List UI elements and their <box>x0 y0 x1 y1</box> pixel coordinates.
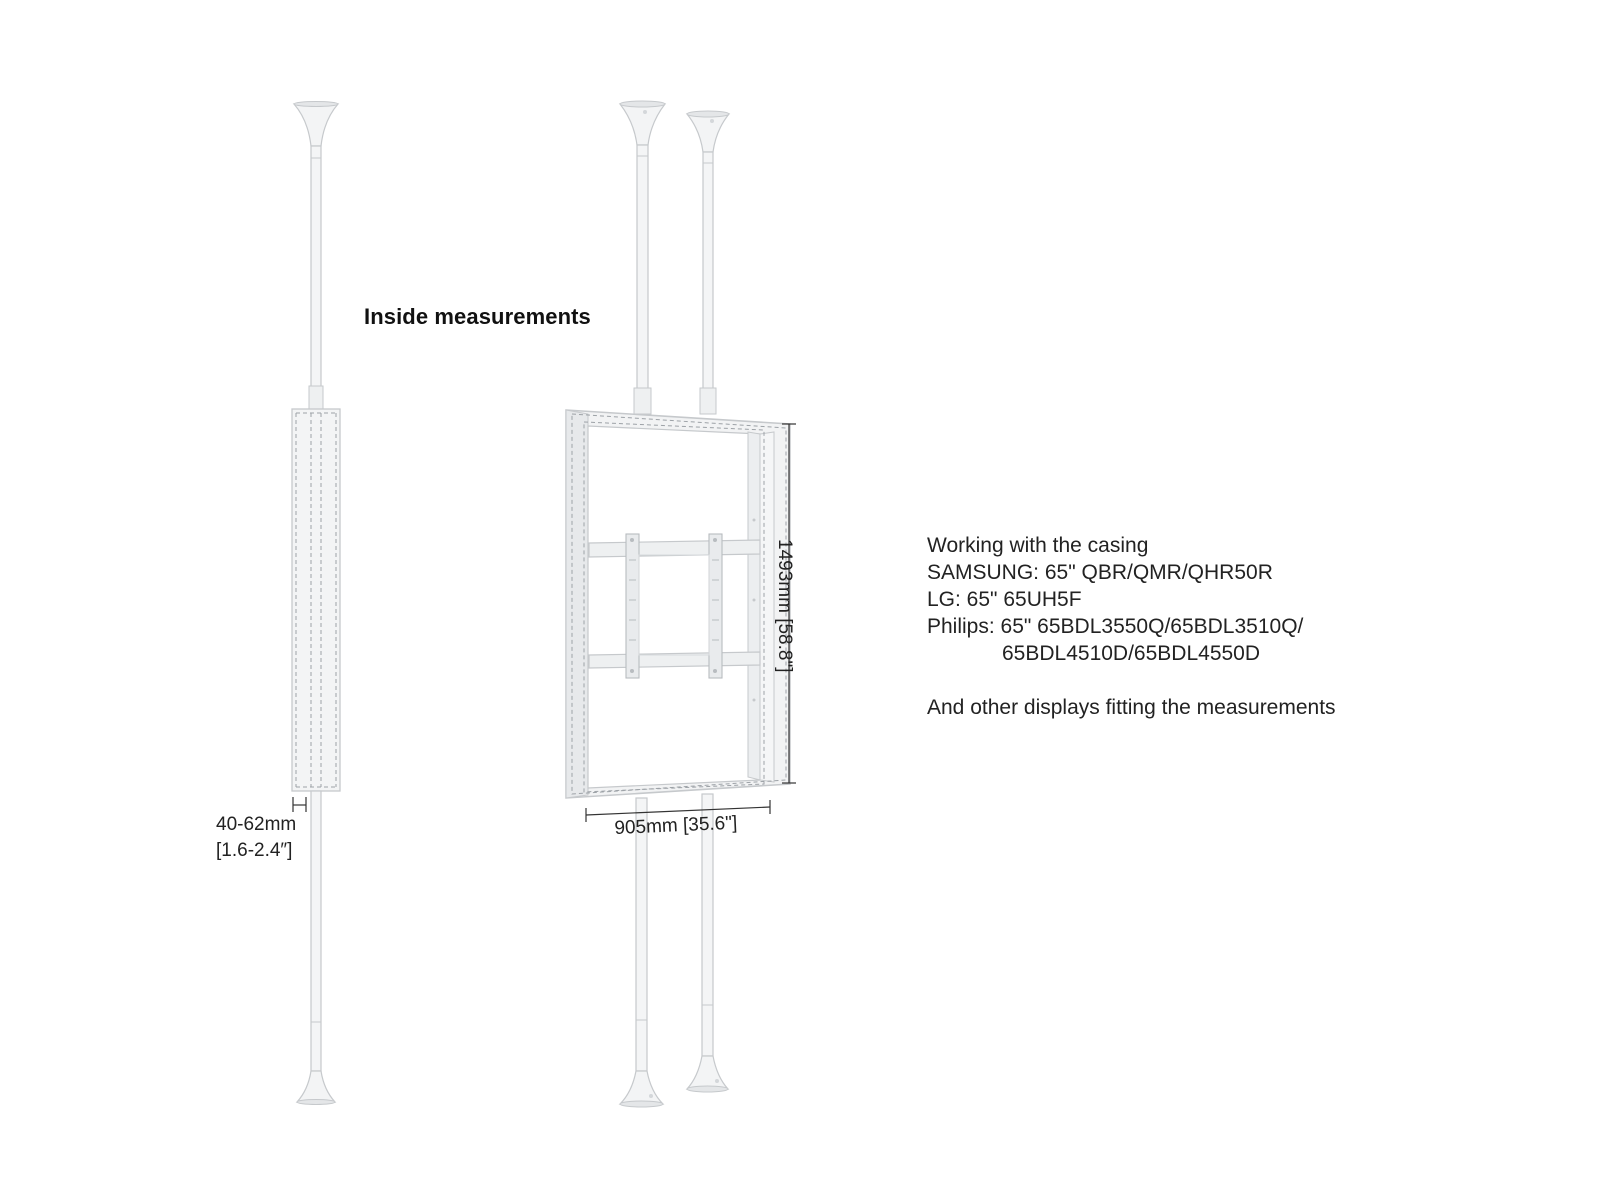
front-view <box>566 101 796 1107</box>
side-upper-pole <box>309 146 323 409</box>
side-view <box>292 102 340 1105</box>
heading-inside-measurements: Inside measurements <box>364 304 591 329</box>
side-casing <box>292 409 340 791</box>
side-lower-pole <box>311 791 321 1071</box>
front-left-floor-cone <box>620 1071 663 1107</box>
front-right-upper-pole <box>700 152 716 414</box>
front-left-upper-pole <box>634 145 651 414</box>
compatibility-other: And other displays fitting the measurements <box>927 696 1336 719</box>
front-right-floor-cone <box>687 1056 728 1092</box>
height-dimension-label: 1493mm [58.8"] <box>774 539 795 673</box>
compatibility-philips-cont: 65BDL4510D/65BDL4550D <box>1002 642 1261 665</box>
front-left-ceiling-cone <box>620 101 665 145</box>
compatibility-philips: Philips: 65" 65BDL3550Q/65BDL3510Q/ <box>927 615 1304 638</box>
depth-dimension-in: [1.6-2.4″] <box>216 840 293 861</box>
compatibility-samsung: SAMSUNG: 65" QBR/QMR/QHR50R <box>927 561 1273 584</box>
width-dimension-label: 905mm [35.6"] <box>614 812 738 839</box>
front-right-ceiling-cone <box>687 111 729 152</box>
side-depth-dimension <box>293 797 306 812</box>
compatibility-lg: LG: 65" 65UH5F <box>927 588 1082 611</box>
casing-frame <box>566 410 790 798</box>
compatibility-title: Working with the casing <box>927 534 1149 557</box>
depth-dimension-mm: 40-62mm <box>216 814 297 835</box>
side-ceiling-cone <box>294 102 338 147</box>
side-floor-cone <box>297 1071 335 1105</box>
